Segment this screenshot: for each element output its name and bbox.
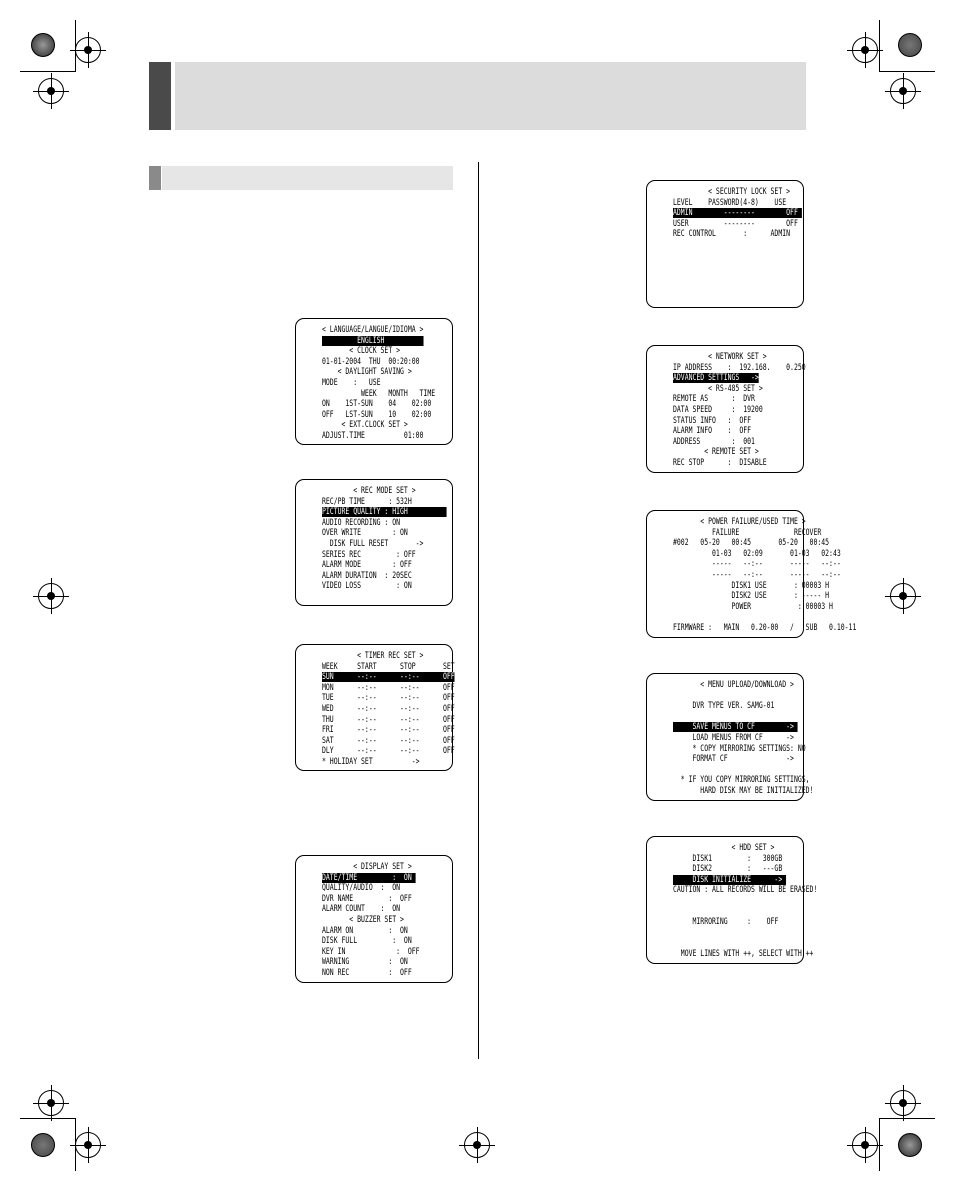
registration-target-icon (38, 583, 64, 609)
screen-menu-line: #002 05-20 00:45 05-20 00:45 (673, 538, 830, 549)
screen-menu-line: DVR TYPE VER. SAMG-01 (673, 701, 775, 712)
screen-menu-line: AUDIO RECORDING : ON (322, 517, 401, 528)
screen-rec-mode (295, 479, 453, 606)
screen-menu-line: NON REC : OFF (322, 968, 412, 978)
screen-menu-line: REMOTE AS : DVR (673, 394, 755, 405)
screen-menu-line: STATUS INFO : OFF (673, 415, 752, 426)
screen-menu-line: DVR NAME : OFF (322, 893, 412, 904)
screen-menu-line: SAVE MENUS TO CF -> (673, 722, 798, 733)
screen-menu-line: SAT --:-- --:-- OFF (322, 735, 455, 746)
screen-menu-line: ADJUST.TIME 01:00 (322, 431, 424, 441)
crop-mark (879, 20, 880, 72)
crop-mark (879, 1118, 880, 1171)
screen-menu-line: SUN --:-- --:-- OFF (322, 672, 455, 683)
screen-network-set (646, 345, 804, 473)
screen-menu-line: 01-01-2004 THU 00:20:00 (322, 356, 420, 367)
screen-menu-line: < LANGUAGE/LANGUE/IDIOMA > (322, 325, 424, 335)
screen-menu-line: ENGLISH (322, 335, 424, 346)
screen-menu-line: < SECURITY LOCK SET > (673, 187, 791, 197)
screen-menu-line: < RS-485 SET > (673, 383, 763, 394)
screen-menu-line: * IF YOU COPY MIRRORING SETTINGS, (673, 775, 810, 786)
screen-menu-line: REC CONTROL : ADMIN (673, 229, 791, 240)
screen-menu-line: TUE --:-- --:-- OFF (322, 693, 455, 704)
screen-display-set (295, 855, 453, 983)
screen-menu-line: < DISPLAY SET > (322, 862, 412, 872)
screen-menu-line: < BUZZER SET > (322, 915, 404, 925)
screen-menu-line: POWER : 00003 H (673, 601, 833, 612)
registration-target-icon (852, 1132, 878, 1158)
color-registration-disc (31, 1133, 55, 1157)
screen-menu-line: DISK INITIALIZE -> (673, 874, 787, 885)
column-divider (478, 162, 479, 1059)
screen-menu-line: ADDRESS : 001 (673, 436, 755, 447)
crop-mark (75, 20, 76, 72)
screen-menu-line: ALARM INFO : OFF (673, 426, 752, 437)
screen-menu-line: ALARM DURATION : 20SEC (322, 570, 412, 581)
screen-menu-line: < REMOTE SET > (673, 447, 759, 458)
registration-target-icon (464, 1132, 490, 1158)
screen-menu-line: DISK FULL : ON (322, 936, 412, 947)
screen-menu-line: MON --:-- --:-- OFF (322, 682, 455, 693)
screen-menu-line: DATE/TIME : ON (322, 872, 416, 883)
screen-menu-line: VIDEO LOSS : ON (322, 581, 412, 592)
screen-menu-line: ADVANCED SETTINGS -> (673, 373, 759, 384)
screen-menu-line: ON 1ST-SUN 04 02:00 (322, 399, 432, 410)
screen-menu-line: < CLOCK SET > (322, 346, 401, 357)
screen-menu-line: DISK1 : 300GB (673, 853, 783, 864)
screen-menu-line: LEVEL PASSWORD(4-8) USE (673, 197, 787, 208)
screen-menu-line: ADMIN -------- OFF (673, 208, 802, 219)
screen-menu-line: < HDD SET > (673, 843, 775, 853)
screen-menu-line: REC/PB TIME : 532H (322, 496, 412, 507)
screen-menu-line: * HOLIDAY SET -> (322, 757, 420, 767)
registration-target-icon (890, 1090, 916, 1116)
screen-menu-line: WEEK MONTH TIME (322, 388, 436, 399)
screen-menu-line: < REC MODE SET > (322, 486, 416, 496)
screen-menu-line: QUALITY/AUDIO : ON (322, 883, 401, 894)
screen-menu-line: ALARM ON : ON (322, 925, 408, 936)
screen-menu-line: WEEK START STOP SET (322, 661, 455, 672)
screen-menu-line: HARD DISK MAY BE INITIALIZED! (673, 786, 814, 796)
screen-menu-upload (646, 673, 814, 801)
screen-menu-line: LOAD MENUS FROM CF -> (673, 733, 794, 743)
screen-menu-line: FIRMWARE : MAIN 0.20-00 / SUB 0.10-11 (673, 623, 857, 633)
screen-menu-line: DATA SPEED : 19200 (673, 405, 763, 415)
screen-menu-line: IP ADDRESS : 192.168. 0.250 (673, 362, 806, 373)
screen-menu-line: ALARM MODE : OFF (322, 560, 412, 571)
screen-menu-line: < TIMER REC SET > (322, 651, 424, 661)
screen-menu-line: FRI --:-- --:-- OFF (322, 725, 455, 736)
section-title-bar (162, 166, 453, 190)
screen-menu-line: ----- --:-- ----- --:-- (673, 570, 841, 580)
screen-menu-line: USER -------- OFF (673, 218, 798, 229)
screen-menu-line: CAUTION : ALL RECORDS WILL BE ERASED! (673, 885, 818, 896)
screen-menu-line: MIRRORING : OFF (673, 917, 779, 928)
screen-menu-line: WARNING : ON (322, 957, 408, 968)
screen-menu-line: WED --:-- --:-- OFF (322, 704, 455, 714)
screen-menu-line: DLY --:-- --:-- OFF (322, 746, 455, 757)
page-header-band (175, 62, 806, 130)
screen-menu-line: ALARM COUNT : ON (322, 904, 401, 915)
screen-menu-line: < EXT.CLOCK SET > (322, 420, 408, 431)
screen-menu-line: MOVE LINES WITH ++, SELECT WITH ++ (673, 949, 814, 959)
screen-menu-line: FORMAT CF -> (673, 754, 794, 765)
screen-menu-line: THU --:-- --:-- OFF (322, 714, 455, 725)
header-tab-marker (149, 62, 171, 130)
screen-menu-line: ----- --:-- ----- --:-- (673, 559, 841, 570)
crop-mark (20, 1118, 76, 1119)
screen-menu-line: OFF LST-SUN 10 02:00 (322, 409, 432, 420)
registration-target-icon (38, 78, 64, 104)
screen-menu-line: < NETWORK SET > (673, 352, 767, 362)
screen-menu-line: < DAYLIGHT SAVING > (322, 367, 412, 378)
screen-menu-line: DISK2 : ---GB (673, 864, 783, 875)
crop-mark (75, 1118, 76, 1171)
screen-menu-line: SERIES REC : OFF (322, 549, 416, 560)
screen-menu-line: MODE : USE (322, 378, 381, 388)
crop-mark (879, 71, 935, 72)
registration-target-icon (38, 1090, 64, 1116)
screen-menu-line: * COPY MIRRORING SETTINGS: NO (673, 743, 806, 754)
screen-menu-line: OVER WRITE : ON (322, 528, 408, 539)
screen-menu-line: < MENU UPLOAD/DOWNLOAD > (673, 680, 794, 690)
crop-mark (20, 71, 76, 72)
screen-menu-line: DISK2 USE : ----- H (673, 591, 830, 602)
screen-hdd-set (646, 836, 818, 964)
screen-language-clock (295, 318, 453, 445)
screen-menu-line: REC STOP : DISABLE (673, 458, 767, 468)
color-registration-disc (31, 33, 55, 57)
screen-menu-line: DISK1 USE : 00003 H (673, 580, 830, 591)
registration-target-icon (890, 78, 916, 104)
crop-mark (879, 1118, 935, 1119)
registration-target-icon (75, 37, 101, 63)
screen-menu-line: < POWER FAILURE/USED TIME > (673, 517, 806, 527)
registration-target-icon (75, 1132, 101, 1158)
screen-power-failure (646, 510, 857, 638)
screen-menu-line: FAILURE RECOVER (673, 527, 822, 538)
section-tab-marker (149, 166, 161, 190)
registration-target-icon (890, 583, 916, 609)
color-registration-disc (898, 1133, 922, 1157)
screen-menu-line: PICTURE QUALITY : HIGH (322, 507, 447, 518)
screen-menu-line: 01-03 02:09 01-03 02:43 (673, 548, 841, 559)
registration-target-icon (852, 37, 878, 63)
color-registration-disc (898, 33, 922, 57)
screen-security-lock (646, 180, 804, 308)
screen-menu-line: DISK FULL RESET -> (322, 539, 424, 549)
screen-menu-line: KEY IN : OFF (322, 946, 420, 957)
screen-timer-rec (295, 644, 453, 771)
